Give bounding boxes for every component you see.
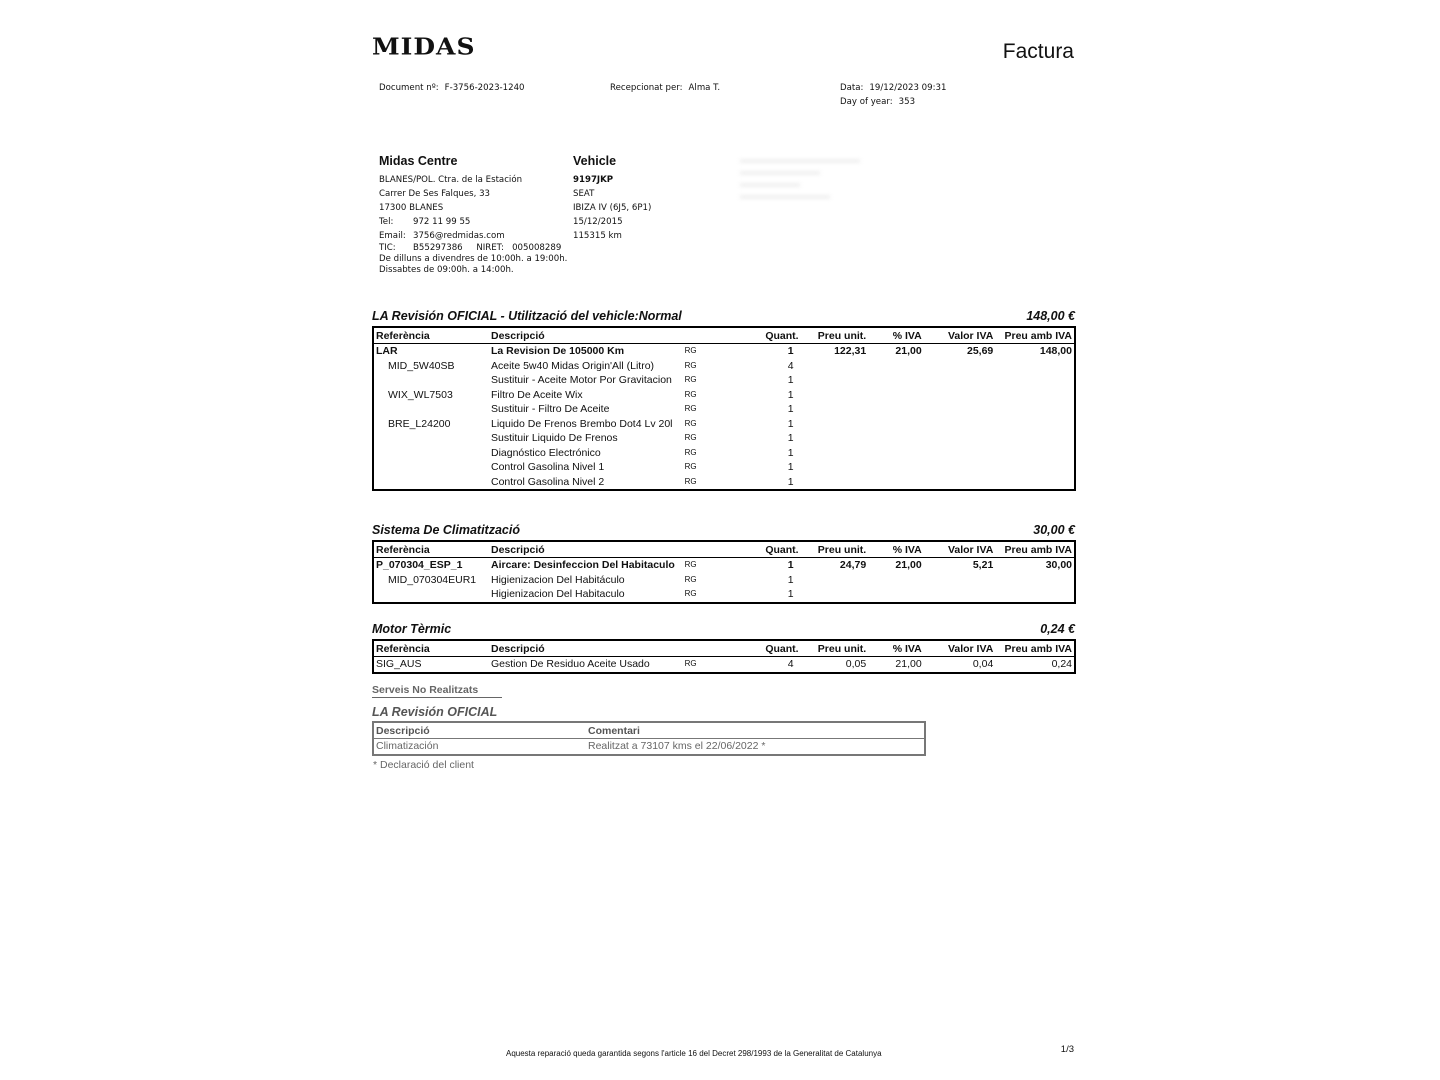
table-row: Control Gasolina Nivel 2 RG 1 <box>490 475 794 488</box>
centre-title: Midas Centre <box>379 154 458 168</box>
table-row: SIG_AUS Gestion De Residuo Aceite Usado RG 4 0,05 21,00 0,04 0,24 <box>376 658 1072 670</box>
table-row: Sustituir - Filtro De Aceite RG 1 <box>490 403 794 415</box>
table-row: Sustituir - Aceite Motor Por Gravitacion RG 1 <box>490 374 794 386</box>
table-row: LAR La Revision De 105000 Km RG 1 122,31 21,00 25,69 148,00 <box>376 345 1072 357</box>
received-by: Recepcionat per: Alma T. <box>610 83 721 93</box>
midas-logo: MIDAS <box>372 32 476 61</box>
table-row: Sustituir Liquido De Frenos RG 1 <box>490 432 794 444</box>
not-done-table: Descripció Comentari Climatización Realitzat a 73107 kms el 22/06/2022 * <box>372 721 926 756</box>
vehicle-info: Vehicle 9197JKP SEAT IBIZA IV (6J5, 6P1) 15/12/2015 115315 km <box>573 154 652 241</box>
table-row: WIX_WL7503 Filtro De Aceite Wix RG 1 <box>388 388 794 401</box>
footer-warranty-text: Aquesta reparació queda garantida segons l'article 16 del Decret 298/1993 de la Generalitat de Catalunya <box>506 1049 882 1058</box>
section-table-climate: Referència Descripció Quant. Preu unit. % IVA Valor IVA Preu amb IVA P_070304_ESP_1 Aircare: Desinfeccion Del Habitaculo RG 1 24,79 21,00 5,21 30,00 MID_070304EUR1 Higienizacion Del Habitáculo RG 1 Higienizacion Del Habitaculo RG 1 <box>372 540 1076 604</box>
redacted-client-info <box>740 150 870 245</box>
document-number: Document nº: F-3756-2023-1240 <box>379 83 525 93</box>
client-declaration-note: * Declaració del client <box>373 759 474 771</box>
table-row: Control Gasolina Nivel 1 RG 1 <box>490 461 794 473</box>
table-row: BRE_L24200 Liquido De Frenos Brembo Dot4 Lv 20l RG 1 <box>388 417 794 430</box>
vehicle-title: Vehicle <box>573 154 617 168</box>
table-row: Higienizacion Del Habitaculo RG 1 <box>490 588 794 600</box>
invoice-date: Data: 19/12/2023 09:31 Day of year: 353 <box>840 83 947 107</box>
not-done-title: LA Revisión OFICIAL <box>372 705 498 719</box>
vehicle-plate: 9197JKP <box>573 175 614 185</box>
table-row: MID_070304EUR1 Higienizacion Del Habitáculo RG 1 <box>388 573 794 586</box>
table-row: Diagnóstico Electrónico RG 1 <box>490 446 794 459</box>
invoice-page <box>372 30 1076 1070</box>
not-done-heading: Serveis No Realitzats <box>372 684 502 698</box>
table-row: Climatización Realitzat a 73107 kms el 22/06/2022 * <box>376 740 766 752</box>
table-row: MID_5W40SB Aceite 5w40 Midas Origin'All (Litro) RG 4 <box>388 359 794 372</box>
centre-info: Midas Centre BLANES/POL. Ctra. de la Estación Carrer De Ses Falques, 33 17300 BLANES Tel: 972 11 99 55 Email: 3756@redmidas.com TIC: B55297386 NIRET: 005008289 De dilluns a divendres de 10:00h. a 19:00h. Dissabtes de 09:00h. a 14:00h. <box>379 154 568 275</box>
table-row: P_070304_ESP_1 Aircare: Desinfeccion Del Habitaculo RG 1 24,79 21,00 5,21 30,00 <box>376 559 1072 571</box>
section-header-motor: Motor Tèrmic 0,24 € <box>372 622 1075 636</box>
document-title: Factura <box>1002 40 1074 63</box>
section-header-climate: Sistema De Climatització 30,00 € <box>372 523 1075 537</box>
section-header-revision: LA Revisión OFICIAL - Utilització del vehicle:Normal 148,00 € <box>372 309 1075 323</box>
section-table-revision: Referència Descripció Quant. Preu unit. % IVA Valor IVA Preu amb IVA LAR La Revision De 105000 Km RG 1 122,31 21,00 25,69 148,00 MID_5W40SB Aceite 5w40 Midas Origin'All (Litro) RG 4 Sustituir - Aceite Motor Por Gravitacion RG 1 WIX_WL7503 Filtro De Aceite Wix RG 1 Sustituir - Filtro De Aceite RG 1 BRE_L24200 Liquido De Frenos Brembo Dot4 Lv 20l RG 1 Sustituir Liquido De Frenos RG 1 Diagnóstico Electrónico RG 1 Control Gasolina Nivel 1 RG 1 Control Gasolina Nivel 2 RG 1 <box>372 326 1076 491</box>
page-number: 1/3 <box>1060 1044 1074 1055</box>
section-table-motor: Referència Descripció Quant. Preu unit. % IVA Valor IVA Preu amb IVA SIG_AUS Gestion De Residuo Aceite Usado RG 4 0,05 21,00 0,04 0,24 <box>372 639 1076 674</box>
